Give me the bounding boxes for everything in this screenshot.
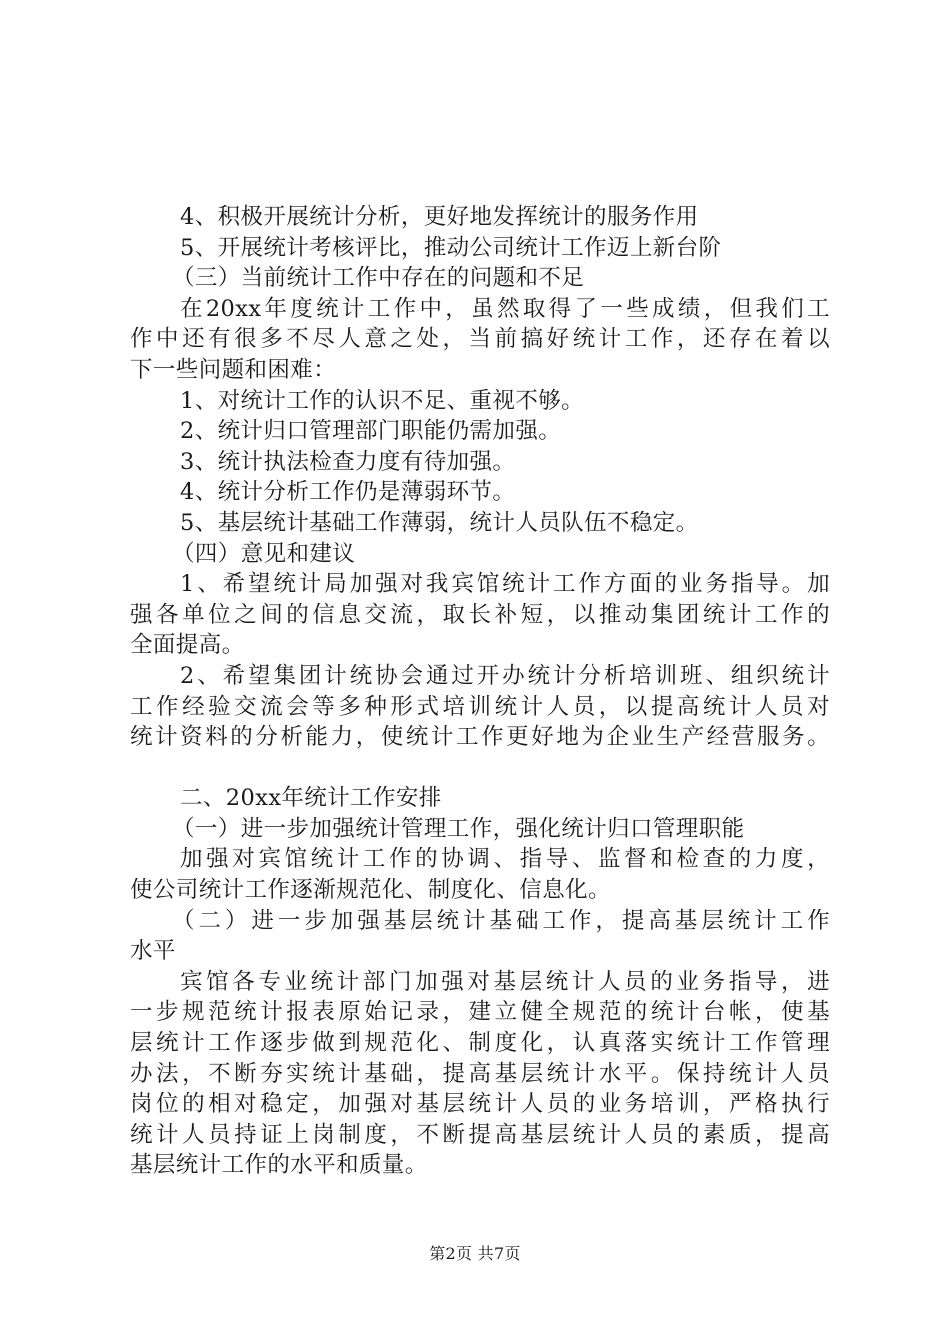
section-heading: （三）当前统计工作中存在的问题和不足: [172, 265, 585, 292]
section-heading: （四）意见和建议: [172, 540, 356, 567]
paragraph-line: 4、积极开展统计分析，更好地发挥统计的服务作用: [180, 204, 699, 230]
paragraph-line: 基层统计工作的水平和质量。: [130, 1152, 428, 1179]
list-item: 3、统计执法检查力度有待加强。: [180, 448, 516, 475]
list-item: 1、对统计工作的认识不足、重视不够。: [180, 387, 585, 414]
page-number: 第2页 共7页: [429, 1244, 521, 1263]
paragraph-line: 统计人员持证上岗制度，不断提高基层统计人员的素质，提高: [130, 1121, 830, 1148]
paragraph-line: 1、希望统计局加强对我宾馆统计工作方面的业务指导。加: [180, 571, 830, 598]
paragraph-line: 使公司统计工作逐渐规范化、制度化、信息化。: [130, 877, 611, 904]
paragraph-line: 2、希望集团计统协会通过开办统计分析培训班、组织统计: [180, 662, 830, 689]
paragraph-line: 全面提高。: [130, 632, 245, 659]
section-heading: 二、20xx年统计工作安排: [180, 785, 442, 812]
paragraph-line: 强各单位之间的信息交流，取长补短，以推动集团统计工作的: [130, 601, 830, 628]
paragraph-line: 一步规范统计报表原始记录，建立健全规范的统计台帐，使基: [130, 999, 830, 1026]
blank-line: [130, 753, 830, 784]
list-item: 5、基层统计基础工作薄弱，统计人员队伍不稳定。: [180, 509, 699, 536]
paragraph-line: 工作经验交流会等多种形式培训统计人员，以提高统计人员对: [130, 693, 830, 720]
paragraph-line: 作中还有很多不尽人意之处，当前搞好统计工作，还存在着以: [130, 326, 830, 353]
paragraph-line: 5、开展统计考核评比，推动公司统计工作迈上新台阶: [180, 234, 722, 261]
paragraph-line: 办法，不断夯实统计基础，提高基层统计水平。保持统计人员: [130, 1060, 830, 1087]
subsection-heading: （一）进一步加强统计管理工作，强化统计归口管理职能: [172, 815, 745, 842]
paragraph-line: 统计资料的分析能力，使统计工作更好地为企业生产经营服务。: [130, 724, 830, 751]
paragraph-line: 层统计工作逐步做到规范化、制度化，认真落实统计工作管理: [130, 1030, 830, 1057]
paragraph-line: 岗位的相对稳定，加强对基层统计人员的业务培训，严格执行: [130, 1091, 830, 1118]
subsection-heading: （二）进一步加强基层统计基础工作，提高基层统计工作: [172, 907, 830, 934]
paragraph-line: 下一些问题和困难：: [130, 356, 337, 383]
paragraph-line: 加强对宾馆统计工作的协调、指导、监督和检查的力度，: [180, 846, 830, 873]
paragraph-line: 在20xx年度统计工作中，虽然取得了一些成绩，但我们工: [180, 295, 830, 322]
list-item: 4、统计分析工作仍是薄弱环节。: [180, 479, 516, 506]
subsection-heading: 水平: [130, 938, 176, 965]
paragraph-line: 宾馆各专业统计部门加强对基层统计人员的业务指导，进: [180, 968, 830, 995]
document-body: [130, 202, 830, 1181]
list-item: 2、统计归口管理部门职能仍需加强。: [180, 418, 562, 445]
